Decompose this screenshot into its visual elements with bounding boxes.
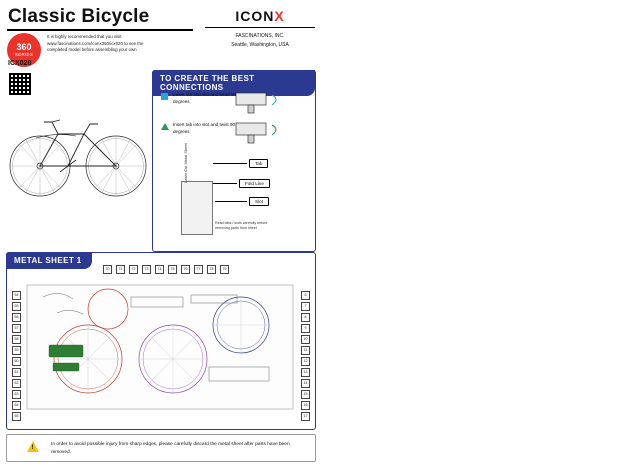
brand-company: FASCINATIONS, INC. [235, 33, 285, 39]
sheet1-tab-left-63: 63 [12, 390, 21, 399]
connection-instruction-2: Insert tab into slot and twist 90 degrees [173, 122, 236, 134]
sheet1-tab-left-65: 65 [12, 412, 21, 421]
callout-leader-3 [215, 201, 247, 202]
square-marker-icon [161, 93, 168, 100]
sheet1-tab-left-57: 57 [12, 324, 21, 333]
tab-bend-diagram [228, 89, 308, 159]
sheet1-tab-right-16: 16 [301, 401, 310, 410]
sheet1-tab-right-6: 6 [301, 291, 310, 300]
brand-address: Seattle, Washington, USA [231, 41, 289, 48]
sheet1-tab-top-70: 70 [103, 265, 112, 274]
sheet1-tab-right-9: 9 [301, 324, 310, 333]
sheet1-tab-right-7: 7 [301, 302, 310, 311]
sheet1-tab-left-60: 60 [12, 357, 21, 366]
sheet1-tab-top-79: 79 [220, 265, 229, 274]
sheet1-tab-left-61: 61 [12, 368, 21, 377]
bicycle-illustration [6, 100, 148, 210]
header-note: It is highly recommended that you visit www.fascinations.com/iconx360/icx020 to see the completed model before assembling your own [47, 34, 144, 53]
connections-fine-print: Read tabs / slots carefully before removing parts from sheet [215, 221, 268, 231]
sheet1-tab-top-73: 73 [142, 265, 151, 274]
warning-box [6, 434, 316, 462]
badge-360-label: 360 [16, 41, 32, 52]
page-title: Classic Bicycle [8, 6, 150, 27]
sheet1-tab-right-8: 8 [301, 313, 310, 322]
brand-logo-x: X [274, 8, 285, 24]
sheet1-tab-left-59: 59 [12, 346, 21, 355]
sheet1-tab-top-72: 72 [129, 265, 138, 274]
brand-block [205, 8, 315, 49]
brand-divider [205, 27, 315, 28]
brand-logo-icon: ICON [235, 8, 275, 24]
sheet1-tab-left-55: 55 [12, 302, 21, 311]
connection-instruction-1: Insert tab into slot and bend 90 degrees [173, 92, 237, 104]
sheet1-tab-top-74: 74 [155, 265, 164, 274]
sheet1-tab-top-77: 77 [194, 265, 203, 274]
brand-logo [205, 8, 315, 24]
qr-code-icon [8, 72, 32, 96]
connections-panel-title: TO CREATE THE BEST CONNECTIONS [152, 70, 315, 96]
triangle-marker-icon [161, 123, 169, 130]
sheet1-tab-right-14: 14 [301, 379, 310, 388]
sheet1-tab-right-11: 11 [301, 346, 310, 355]
sku-code: ICX020 [8, 60, 32, 67]
sheet1-tab-top-76: 76 [181, 265, 190, 274]
sheet1-tab-left-54: 54 [12, 291, 21, 300]
left-column [0, 0, 318, 467]
sheet1-tab-left-58: 58 [12, 335, 21, 344]
warning-text: In order to avoid possible injury from sharp edges, please carefully discard the metal sheet after parts have been removed. [51, 442, 290, 456]
sheet1-tab-right-15: 15 [301, 390, 310, 399]
sheet1-tab-left-62: 62 [12, 379, 21, 388]
metal-sheet-1-panel [6, 252, 316, 430]
sheet1-tab-right-17: 17 [301, 412, 310, 421]
metal-sheet-1-title: METAL SHEET 1 [6, 252, 92, 269]
sheet-side-label: Laser Cut Metal Sheet [183, 143, 188, 183]
sheet1-tab-top-71: 71 [116, 265, 125, 274]
callout-leader-1 [213, 163, 247, 164]
sheet1-tab-right-12: 12 [301, 357, 310, 366]
right-column [318, 0, 642, 467]
title-divider [7, 29, 193, 31]
callout-tab: Tab [249, 159, 268, 168]
metal-sheet-1-canvas [13, 267, 309, 423]
sheet1-tab-top-75: 75 [168, 265, 177, 274]
sheet1-tab-top-78: 78 [207, 265, 216, 274]
sheet1-tab-right-10: 10 [301, 335, 310, 344]
callout-slot: Slot [249, 197, 269, 206]
badge-series-label: SERIES [14, 51, 34, 57]
sheet1-tab-right-13: 13 [301, 368, 310, 377]
sheet1-tab-left-56: 56 [12, 313, 21, 322]
callout-fold-line: Fold Line [239, 179, 270, 188]
sheet1-tab-left-64: 64 [12, 401, 21, 410]
metal-sheet-sample [181, 181, 213, 235]
callout-leader-2 [213, 183, 237, 184]
warning-triangle-icon [27, 441, 39, 452]
connections-panel [152, 70, 316, 252]
